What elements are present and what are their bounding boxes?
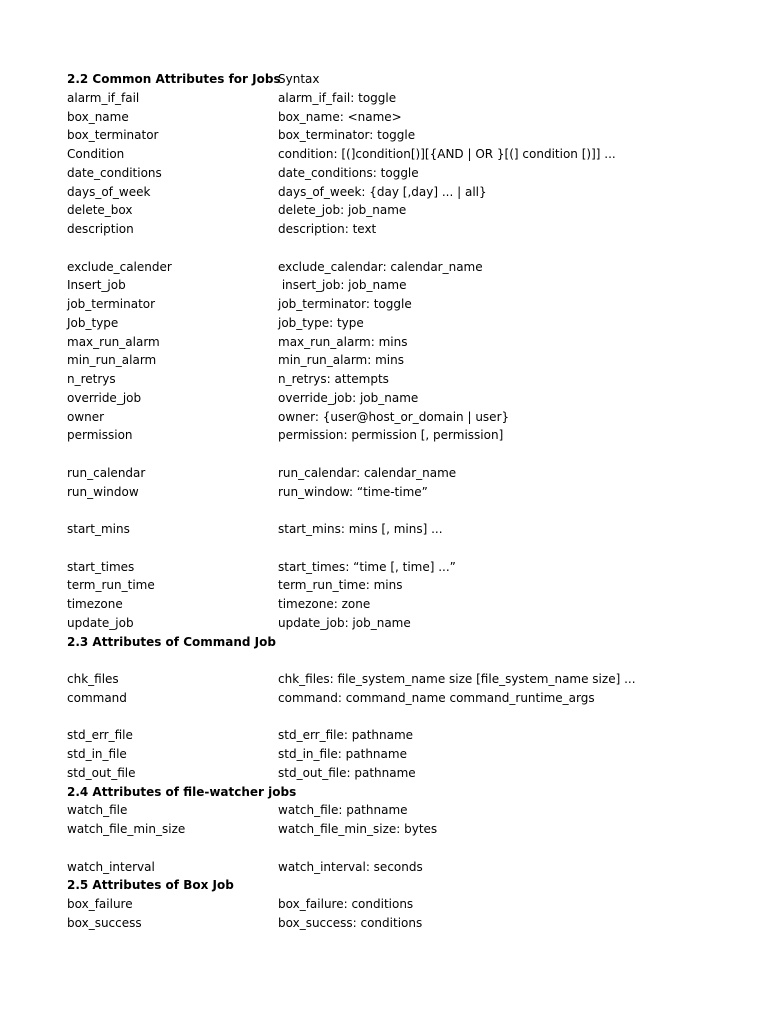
attribute-syntax: term_run_time: mins (278, 578, 403, 593)
attribute-name: alarm_if_fail (67, 90, 140, 105)
attribute-name: std_out_file (67, 765, 136, 780)
attribute-row (67, 576, 727, 595)
attribute-syntax: command: command_name command_runtime_args (278, 690, 595, 705)
attribute-name: max_run_alarm (67, 334, 160, 349)
table-header-row (67, 70, 727, 89)
attribute-syntax: watch_file_min_size: bytes (278, 822, 438, 836)
attribute-syntax: box_success: conditions (278, 915, 423, 930)
attribute-syntax: timezone: zone (278, 597, 371, 611)
attribute-name: n_retrys (67, 372, 116, 386)
attribute-row (67, 764, 727, 783)
attribute-name: std_err_file (67, 728, 133, 743)
attribute-syntax: update_job: job_name (278, 615, 411, 630)
attribute-row (67, 108, 727, 127)
attribute-name: box_success (67, 915, 142, 930)
section-heading-row (67, 876, 727, 895)
attribute-name: date_conditions (67, 165, 162, 180)
attribute-name: start_mins (67, 522, 130, 536)
attribute-syntax: insert_job: job_name (278, 278, 407, 293)
attribute-row (67, 426, 727, 445)
attribute-name: min_run_alarm (67, 353, 157, 368)
attribute-syntax: box_terminator: toggle (278, 128, 416, 143)
section-heading: 2.3 Attributes of Command Job (67, 634, 276, 649)
attribute-row (67, 689, 727, 708)
attribute-row (67, 745, 727, 764)
attribute-name: Job_type (67, 315, 119, 330)
section-heading-row (67, 633, 727, 652)
attribute-row (67, 276, 727, 295)
attribute-syntax: min_run_alarm: mins (278, 353, 404, 368)
attribute-syntax: date_conditions: toggle (278, 165, 419, 180)
attribute-name: chk_files (67, 672, 119, 686)
attribute-syntax: exclude_calendar: calendar_name (278, 259, 483, 274)
attribute-row (67, 183, 727, 202)
attribute-syntax: override_job: job_name (278, 390, 419, 405)
attribute-name: owner (67, 409, 105, 424)
attribute-row (67, 145, 727, 164)
attribute-syntax: job_type: type (278, 315, 364, 330)
attribute-syntax: job_terminator: toggle (278, 297, 412, 311)
attribute-syntax: std_out_file: pathname (278, 765, 416, 780)
attribute-syntax: condition: [(]condition[)][{AND | OR }[(] condition [)]] ... (278, 147, 616, 161)
section-heading: 2.2 Common Attributes for Jobs (67, 72, 281, 86)
attribute-row (67, 464, 727, 483)
attribute-row (67, 389, 727, 408)
attribute-syntax: watch_file: pathname (278, 803, 408, 818)
blank-line (67, 651, 727, 670)
attribute-row (67, 614, 727, 633)
attribute-row (67, 258, 727, 277)
blank-line (67, 539, 727, 558)
attribute-row (67, 858, 727, 877)
blank-line (67, 445, 727, 464)
attribute-name: days_of_week (67, 184, 151, 199)
attribute-name: override_job (67, 390, 142, 405)
attribute-syntax: start_times: “time [, time] ...” (278, 559, 456, 574)
attribute-row (67, 126, 727, 145)
blank-line (67, 501, 727, 520)
attribute-syntax: n_retrys: attempts (278, 372, 389, 386)
attribute-name: description (67, 222, 134, 236)
attribute-name: run_calendar (67, 465, 146, 480)
attribute-name: timezone (67, 597, 123, 611)
attribute-syntax: start_mins: mins [, mins] ... (278, 522, 443, 536)
attribute-syntax: alarm_if_fail: toggle (278, 90, 397, 105)
blank-line (67, 839, 727, 858)
attribute-syntax: max_run_alarm: mins (278, 334, 408, 349)
attribute-row (67, 201, 727, 220)
attribute-name: run_window (67, 484, 139, 499)
attribute-syntax: chk_files: file_system_name size [file_system_name size] ... (278, 672, 636, 686)
section-heading: 2.5 Attributes of Box Job (67, 878, 234, 893)
attribute-row (67, 520, 727, 539)
attribute-name: command (67, 690, 127, 705)
attribute-name: start_times (67, 559, 135, 574)
section-heading: 2.4 Attributes of file-watcher jobs (67, 784, 297, 799)
attribute-row (67, 801, 727, 820)
attribute-syntax: std_err_file: pathname (278, 728, 414, 743)
attributes-table (67, 70, 727, 933)
attribute-syntax: owner: {user@host_or_domain | user} (278, 409, 510, 424)
attribute-name: box_name (67, 109, 129, 124)
attribute-syntax: delete_job: job_name (278, 203, 407, 218)
attribute-name: permission (67, 428, 133, 443)
attribute-row (67, 726, 727, 745)
attribute-row (67, 164, 727, 183)
attribute-name: delete_box (67, 203, 133, 218)
attribute-row (67, 670, 727, 689)
attribute-syntax: run_window: “time-time” (278, 484, 428, 499)
attribute-row (67, 820, 727, 839)
attribute-name: exclude_calender (67, 259, 172, 274)
attribute-name: watch_file (67, 803, 128, 818)
attribute-row (67, 895, 727, 914)
attribute-row (67, 370, 727, 389)
attribute-syntax (278, 633, 727, 652)
attribute-row (67, 483, 727, 502)
attribute-name: watch_file_min_size (67, 822, 186, 836)
attribute-row (67, 295, 727, 314)
blank-line (67, 708, 727, 727)
attribute-syntax: permission: permission [, permission] (278, 428, 504, 443)
attribute-syntax: days_of_week: {day [,day] ... | all} (278, 184, 487, 199)
attribute-name: Insert_job (67, 278, 126, 293)
blank-line (67, 239, 727, 258)
attribute-row (67, 914, 727, 933)
attribute-syntax (278, 783, 727, 802)
syntax-column-header: Syntax (278, 72, 320, 86)
attribute-name: box_terminator (67, 128, 159, 143)
attribute-row (67, 351, 727, 370)
section-heading-row (67, 783, 727, 802)
attribute-name: term_run_time (67, 578, 155, 593)
attribute-syntax: box_name: <name> (278, 109, 402, 124)
attribute-name: std_in_file (67, 747, 127, 761)
attribute-syntax: run_calendar: calendar_name (278, 465, 457, 480)
attribute-name: watch_interval (67, 859, 155, 874)
attribute-row (67, 595, 727, 614)
attribute-name: box_failure (67, 897, 133, 911)
attribute-row (67, 89, 727, 108)
attribute-syntax: watch_interval: seconds (278, 859, 423, 874)
attribute-row (67, 220, 727, 239)
attribute-row (67, 333, 727, 352)
attribute-name: update_job (67, 615, 134, 630)
attribute-row (67, 314, 727, 333)
attribute-syntax: box_failure: conditions (278, 897, 414, 911)
attribute-syntax: description: text (278, 222, 377, 236)
attribute-syntax: std_in_file: pathname (278, 747, 407, 761)
attribute-row (67, 558, 727, 577)
attribute-syntax (278, 876, 727, 895)
attribute-name: Condition (67, 147, 125, 161)
attribute-name: job_terminator (67, 297, 156, 311)
attribute-row (67, 408, 727, 427)
